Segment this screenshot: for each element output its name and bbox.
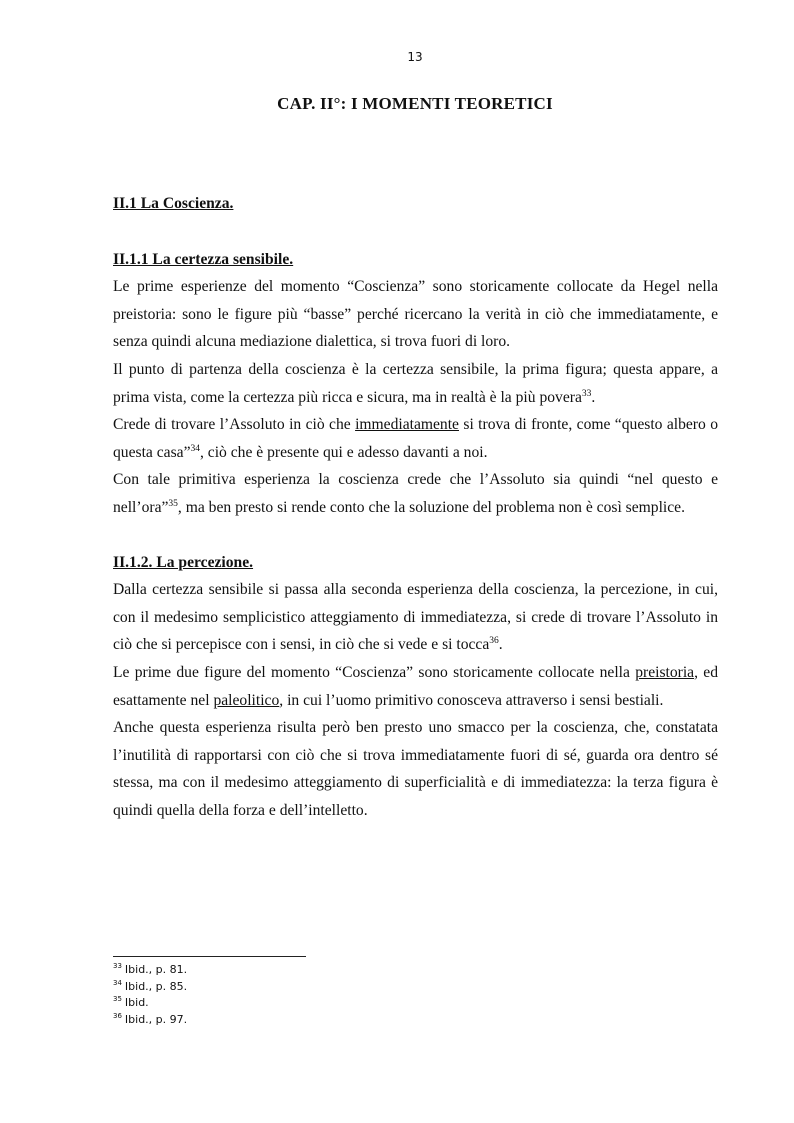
paragraph-text: Le prime due figure del momento “Coscienza” sono storicamente collocate nella [113, 663, 636, 681]
underlined-term: preistoria [635, 663, 695, 681]
paragraph-text: . [498, 636, 503, 654]
paragraph-text: , ciò che è presente qui e adesso davanti a noi. [200, 443, 488, 461]
paragraph [113, 356, 718, 411]
underlined-term: immediatamente [355, 416, 459, 434]
paragraph-text: Con tale primitiva esperienza la coscienza crede che l’Assoluto sia quindi “nel questo e nell’ora” [113, 471, 718, 516]
footnote-text: Ibid., p. 85. [124, 979, 188, 993]
section-heading-certezza-sensibile: II.1.1 La certezza sensibile. [113, 250, 294, 268]
section-heading-coscienza: II.1 La Coscienza. [113, 195, 234, 212]
paragraph-text: si trova di fronte, come “questo albero o questa casa” [113, 416, 718, 461]
paragraph [113, 576, 718, 659]
footnote [113, 1012, 187, 1029]
footnote-number: 36 [113, 1011, 122, 1020]
footnote-text: Ibid., p. 81. [124, 963, 188, 976]
footnote-separator [113, 956, 306, 957]
chapter-title: CAP. II°: I MOMENTI TEORETICI [277, 94, 553, 113]
underlined-term: paleolitico [213, 691, 280, 709]
footnote [113, 962, 187, 979]
section-heading-percezione: II.1.2. La percezione. [113, 553, 254, 571]
paragraph-text: , ma ben presto si rende conto che la soluzione del problema non è così semplice. [177, 498, 685, 516]
footnote-number: 33 [113, 962, 122, 971]
paragraph-text: . [591, 388, 596, 406]
footnote-ref[interactable]: 33 [581, 388, 592, 399]
footnote-ref[interactable]: 34 [190, 443, 200, 454]
paragraph-text: Dalla certezza sensibile si passa alla seconda esperienza della coscienza, la percezione, in cui, con il medesimo semplicistico atteggiamento di immediatezza, si crede di trovare l’Assoluto in ciò che si percepisce con i sensi, in ciò che si vede e si tocca [113, 581, 718, 654]
footnotes [113, 962, 187, 1028]
footnote-ref[interactable]: 35 [168, 498, 178, 509]
page-number: 13 [407, 50, 423, 64]
footnote-text: Ibid. [124, 996, 149, 1009]
footnote-number: 35 [113, 995, 122, 1004]
paragraph [113, 411, 718, 466]
paragraph-text: , in cui l’uomo primitivo conosceva attraverso i sensi bestiali. [279, 691, 664, 709]
paragraph-text: , ed esattamente nel [113, 663, 718, 709]
main-text [113, 190, 718, 824]
footnote [113, 995, 187, 1012]
paragraph [113, 659, 718, 714]
paragraph [113, 466, 718, 521]
paragraph: Le prime esperienze del momento “Coscienza” sono storicamente collocate da Hegel nella preistoria: sono le figure più “basse” perché ricercano la verità in ciò che immediatamente, e senza quindi alcuna mediazione dialettica, si trova fuori di loro. [113, 278, 718, 351]
footnote-ref[interactable]: 36 [489, 636, 499, 647]
footnote-number: 34 [113, 978, 122, 987]
paragraph: Anche questa esperienza risulta però ben presto uno smacco per la coscienza, che, constatata l’inutilità di rapportarsi con ciò che si trova immediatamente fuori di sé, guarda ora dentro sé stessa, ma con il medesimo atteggiamento di superficialità e di immediatezza: la terza figura è quindi quella della forza e dell’intelletto. [113, 719, 718, 819]
footnote-text: Ibid., p. 97. [124, 1012, 188, 1026]
paragraph-text: Crede di trovare l’Assoluto in ciò che [113, 416, 356, 434]
footnote [113, 979, 187, 996]
paragraph-text: Il punto di partenza della coscienza è la certezza sensibile, la prima figura; questa appare, a prima vista, come la certezza più ricca e sicura, ma in realtà è la più povera [113, 360, 718, 406]
